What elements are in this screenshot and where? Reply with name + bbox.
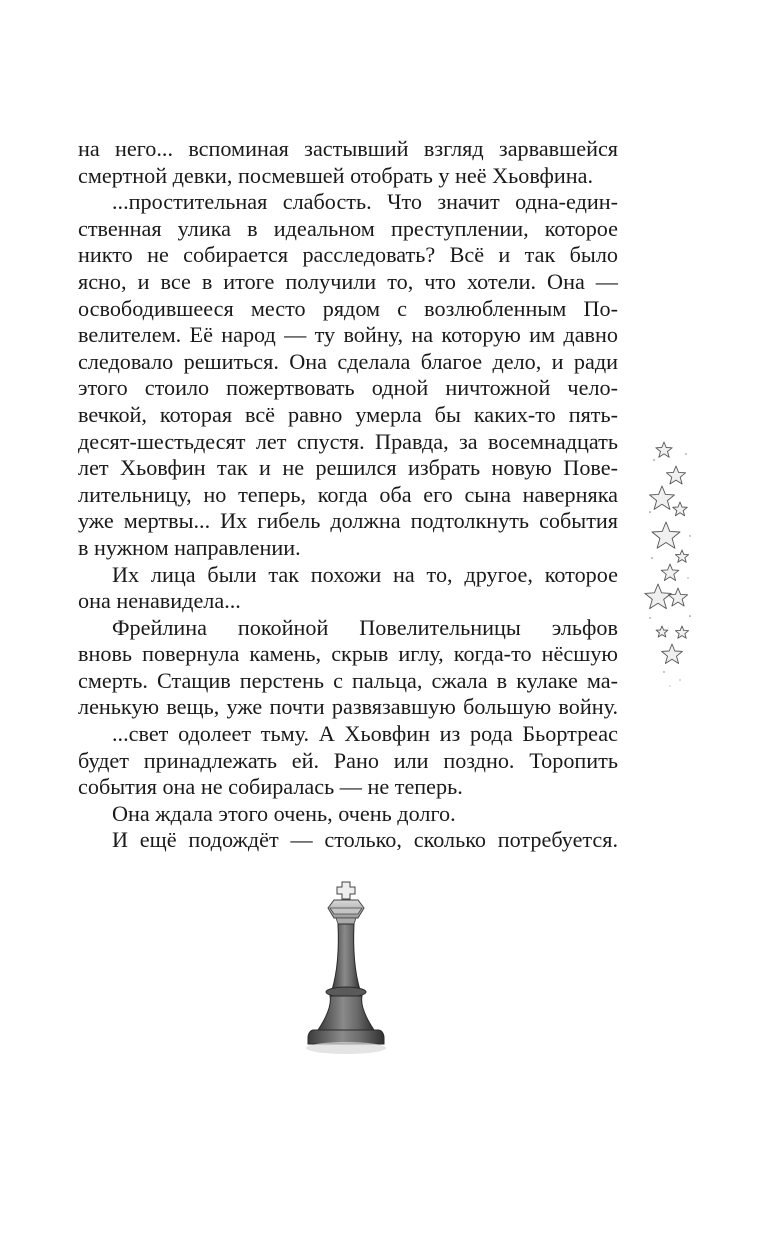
text-line: она ненавидела... — [78, 588, 241, 614]
text-line: на него... вспоминая застывший взгляд зарвавшейся — [78, 136, 618, 161]
text-line: события она не собиралась — не теперь. — [78, 774, 463, 800]
text-line: десят-шестьдесят лет спустя. Правда, за восемнадцать — [78, 428, 618, 454]
text-line: этого стоило пожертвовать одной ничтожной чело- — [78, 375, 618, 401]
text-line: Их лица были так похожи на то, другое, которое — [112, 561, 618, 587]
text-line: лительницу, но теперь, когда оба его сына наверняка — [78, 481, 618, 507]
text-line: Фрейлина покойной Повелительницы эльфов — [112, 614, 618, 640]
text-line: лет Хьовфин так и не решился избрать новую Пове- — [78, 455, 618, 481]
text-line: велителем. Её народ — ту войну, на которую им давно — [78, 322, 618, 348]
text-line: ясно, и все в итоге получили то, что хотели. Она — — [78, 268, 618, 294]
text-line: ленькую вещь, уже почти развязавшую большую войну. — [78, 694, 618, 720]
text-line: освободившееся место рядом с возлюбленным По- — [78, 295, 618, 321]
text-line: Она ждала этого очень, очень долго. — [112, 800, 456, 826]
text-line: вечкой, которая всё равно умерла бы каких-то пять- — [78, 401, 618, 427]
chess-king-icon — [300, 880, 392, 1060]
text-line: будет принадлежать ей. Рано или поздно. Торопить — [78, 747, 618, 773]
text-line: смертной девки, посмевшей отобрать у неё Хьовфина. — [78, 162, 594, 188]
text-line: смерть. Стащив перстень с пальца, сжала в кулаке ма- — [78, 667, 618, 693]
text-line: уже мертвы... Их гибель должна подтолкнуть события — [78, 508, 618, 534]
text-line: ...простительная слабость. Что значит одна-един- — [112, 189, 618, 215]
text-line: в нужном направлении. — [78, 534, 301, 560]
text-line: никто не собирается расследовать? Всё и так было — [78, 242, 618, 268]
text-line: И ещё подождёт — столько, сколько потребуется. — [112, 827, 618, 853]
text-line: вновь повернула камень, скрыв иглу, когда-то нёсшую — [78, 641, 618, 667]
text-line: следовало решиться. Она сделала благое дело, и ради — [78, 348, 618, 374]
text-line: ...свет одолеет тьму. А Хьовфин из рода Бьортреас — [112, 721, 618, 747]
text-line: ственная улика в идеальном преступлении, которое — [78, 215, 618, 241]
stars-ornament-icon — [640, 440, 700, 690]
text-block — [78, 136, 618, 854]
